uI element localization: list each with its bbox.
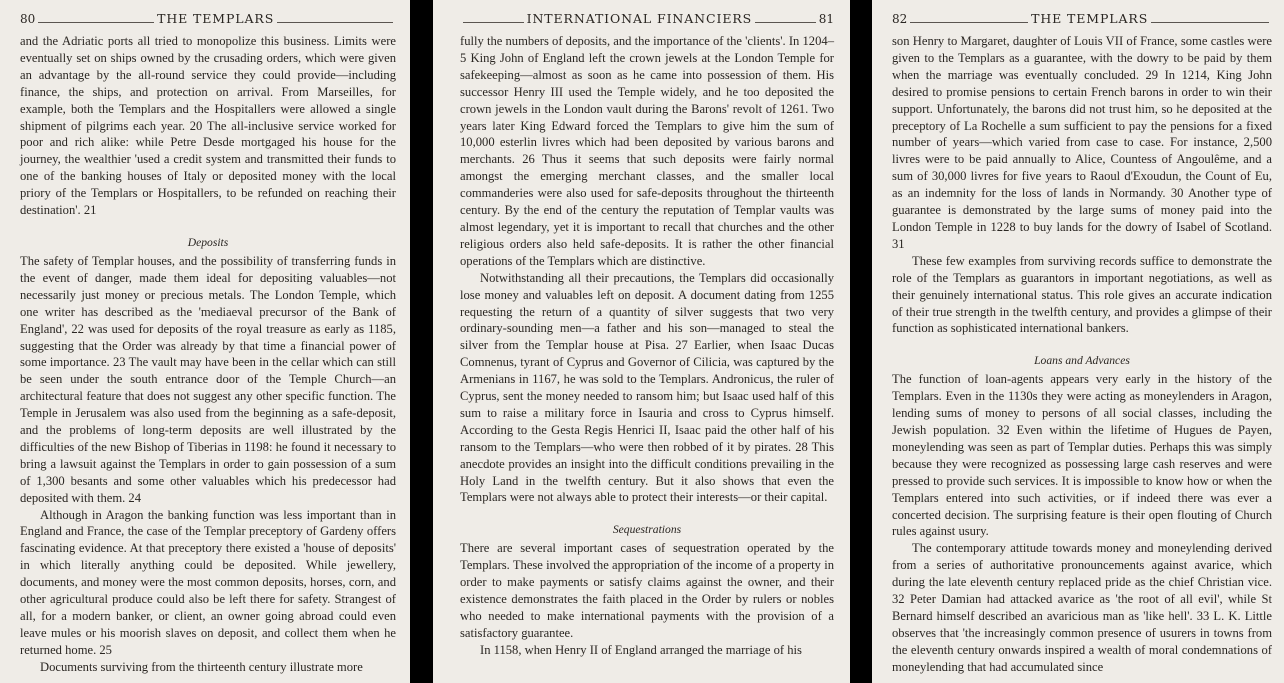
page-number: 81 bbox=[818, 12, 835, 26]
page-header bbox=[460, 12, 834, 26]
paragraph: Documents surviving from the thirteenth century illustrate more bbox=[40, 659, 363, 674]
page-body bbox=[460, 33, 834, 659]
header-rule bbox=[1151, 22, 1269, 23]
paragraph: Although in Aragon the banking function was less important than in England and France, the case of the Templar preceptory of Gardeny offers fascinating evidence. At that preceptory there existed a 'house of deposits' in which literally anything could be deposited. While jewellery, documents, and money were the most common deposits, horses, corn, and other agricultural produce could also be left there for safety. Strangest of all, for a modern banker, or client, an owner going abroad could even leave mules or his moorish slaves on deposit, and collect them when he returned home. 25 bbox=[20, 507, 396, 657]
book-page-80 bbox=[0, 0, 410, 683]
header-rule bbox=[463, 22, 524, 23]
header-rule bbox=[277, 22, 393, 23]
paragraph: son Henry to Margaret, daughter of Louis VII of France, some castles were given to the Templars as a guarantee, with the dowry to be paid by them when the marriage was eventually concluded. 29 In 1214, King John desired to promise pensions to certain French barons in order to win their support. Unfortunately, the barons did not trust him, so he deposited at the preceptory of La Rochelle a sum sufficient to pay the pensions for a fixed number of years—which varied from case to case. For instance, 2,500 livres were to be paid annually to Alice, Countess of Angoulême, and a sum of 30,000 livres for five years to Raoul d'Exoudun, the Count of Eu, as an indemnity for the loss of lands in Normandy. 30 Another type of guarantee is demonstrated by the large sums of money paid into the London Temple in 1228 to buy lands for the dowry of Isabel of Scotland. 31 bbox=[892, 34, 1272, 251]
paragraph: The safety of Templar houses, and the possibility of transferring funds in the event of danger, made them ideal for depositing valuables—not necessarily just money or precious metals. The London Temple, which one writer has described as the 'mediaeval precursor of the Bank of England', 22 was used for deposits of the royal treasure as early as 1185, suggesting that the Order was already by that time a financial power of some importance. 23 The vault may have been in the cellar which can still be seen under the south entrance door of the Temple Church—an architectural feature that does not suggest any other specific function. The Temple in Jerusalem was also used from the beginning as a safe-deposit, and the problems of long-term deposits are well illustrated by the difficulties of the new Bishop of Tiberias in 1198: he found it necessary to bring a lawsuit against the Templars in order to gain possession of a sum of 1,300 besants and some other valuables which his predecessor had deposited with them. 24 bbox=[20, 253, 396, 505]
paragraph: The contemporary attitude towards money and moneylending derived from a series of authoritative pronouncements against avarice, which during the late eleventh century replaced pride as the chief Christian vice. 32 Peter Damian had attacked avarice as 'the root of all evil', while St Bernard himself described an avaricious man as 'like hell'. 33 L. K. Little observes that 'the increasingly common presence of usurers in towns from the eleventh century onwards inspired a wealth of moral condemnations of moneylending that had accumulated since bbox=[892, 541, 1272, 674]
paragraph: The function of loan-agents appears very early in the history of the Templars. Even in the 1130s they were acting as moneylenders in Aragon, lending sums of money to persons of all social classes, including the Jewish population. 32 Even within the lifetime of Hugues de Payen, moneylending was seen as part of Templar duties. Perhaps this was simply because they were recognized as possessing large cash reserves and were pressed to provide such services. It is impossible to know how or when the Templars entered into such activities, or if indeed there was ever a concerted decision. The surprising feature is their open flouting of Church rules against usury. bbox=[892, 372, 1272, 539]
page-body bbox=[892, 33, 1272, 676]
page-number: 80 bbox=[20, 12, 36, 26]
section-heading: Deposits bbox=[187, 235, 229, 249]
section-heading: Loans and Advances bbox=[1034, 354, 1130, 368]
book-page-82 bbox=[872, 0, 1284, 683]
paragraph: and the Adriatic ports all tried to monopolize this business. Limits were eventually set on ships owned by the crusading orders, which were given an advantage by the all-round service they could provide—including finance, the ships, and protection on arrival. From Marseilles, for example, both the Templars and the Hospitallers were allowed a single shipment of pilgrims each year. 20 The all-inclusive service worked for poor and rich alike: while Petre Desde mortgaged his house for the journey, the wealthier 'used a credit system and transmitted their funds to one of the banking houses of Italy or deposited money with the local priory of the Templars or Hospitallers, to be refunded on reaching their destination'. 21 bbox=[20, 34, 396, 218]
paragraph: There are several important cases of sequestration operated by the Templars. These involved the appropriation of the income of a property in order to make payments or satisfy claims against the owner, and their existence demonstrates the faith placed in the Order by rulers or nobles who needed to make international payments with the provision of a satisfactory guarantee. bbox=[460, 541, 834, 640]
page-number: 82 bbox=[892, 12, 908, 26]
page-body bbox=[20, 33, 396, 676]
header-rule bbox=[755, 22, 816, 23]
running-head: THE TEMPLARS bbox=[1031, 11, 1149, 26]
page-header bbox=[20, 12, 396, 26]
header-rule bbox=[910, 22, 1028, 23]
section-heading: Sequestrations bbox=[612, 523, 682, 537]
paragraph: fully the numbers of deposits, and the importance of the 'clients'. In 1204–5 King John of England left the crown jewels at the London Temple for safekeeping—almost as soon as he came into possession of them. His successor Henry III used the Temple widely, and he too deposited the crown jewels in the London vault during the Barons' revolt of 1261. Two years later King Edward forced the Templars to give him the sum of 10,000 esterlin livres which had been deposited by various barons and merchants. 26 Thus it seems that such deposits were fairly normal amongst the emerging merchant classes, and the smaller local commanderies were also used for safe-deposits throughout the thirteenth century. By the end of the century the reputation of Templar vaults was almost legendary, yet it is important to recall that churches and the other religious orders also held safe-deposits. It is rather the other financial operations of the Templars which are distinctive. bbox=[460, 34, 834, 268]
paragraph: Notwithstanding all their precautions, the Templars did occasionally lose money and valuables left on deposit. A document dating from 1255 requesting the return of a quantity of silver suggests that two very ordinary-sounding men—a father and his son—managed to steal the silver from the Templar house at Pisa. 27 Earlier, when Isaac Ducas Comnenus, tyrant of Cyprus and Governor of Cilicia, was captured by the Armenians in 1167, he was sold to the Templars. Andronicus, the ruler of Cyprus, sent the money needed to ransom him; but Isaac used half of this sum to raise a military force in Isauria and cross to Cyprus himself. According to the Gesta Regis Henrici II, Isaac paid the other half of his ransom to the Templars—who were then robbed of it by pirates. 28 This anecdote provides an insight into the difficult conditions prevailing in the Holy Land in the twelfth century. But it also shows that even the Templars were not always able to protect their interests—or their capital. bbox=[460, 270, 834, 505]
paragraph: These few examples from surviving records suffice to demonstrate the role of the Templars as guarantors in important negotiations, as well as their genuinely international status. This role gives an accurate indication of their true strength in the twelfth century, and provides a glimpse of their function as sophisticated international bankers. bbox=[892, 253, 1272, 336]
page-header bbox=[892, 12, 1272, 26]
paragraph: In 1158, when Henry II of England arranged the marriage of his bbox=[480, 642, 802, 657]
running-head: INTERNATIONAL FINANCIERS bbox=[526, 11, 753, 26]
running-head: THE TEMPLARS bbox=[157, 11, 275, 26]
book-page-81 bbox=[433, 0, 850, 683]
header-rule bbox=[38, 22, 154, 23]
